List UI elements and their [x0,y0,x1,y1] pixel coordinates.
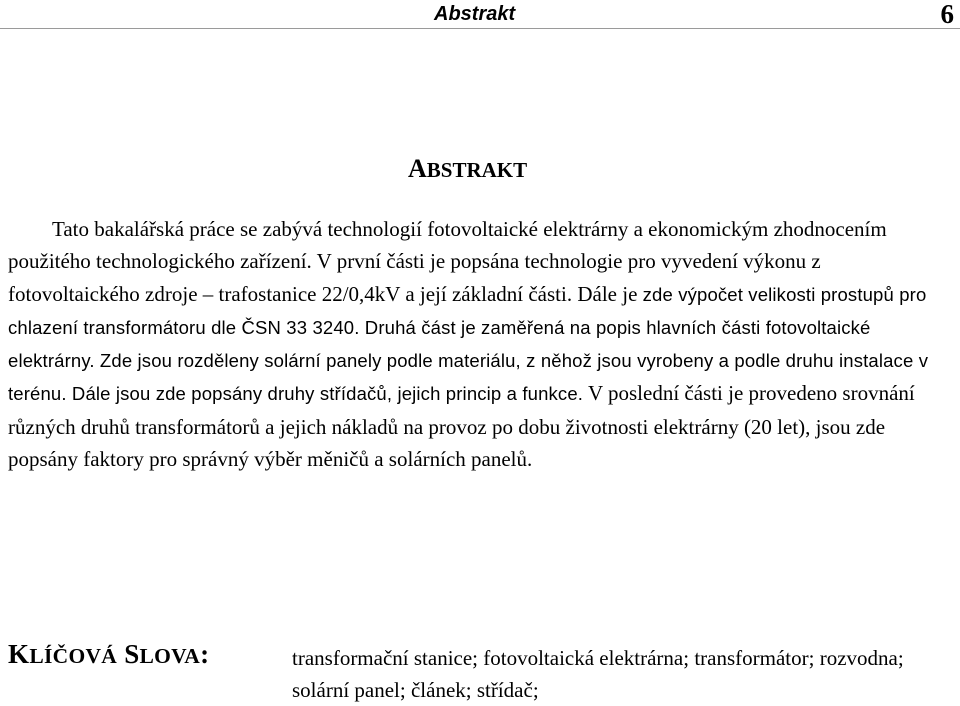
keywords-text: transformační stanice; fotovoltaická elektrárna; transformátor; rozvodna; solární panel; článek; střídač; [292,646,904,702]
abstract-heading-rest: BSTRAKT [426,158,528,182]
abstract-heading-initial: A [408,154,427,183]
keywords-label-k: K [8,639,30,669]
keywords-label-lova: LOVA [139,644,201,668]
keywords-label-s: S [124,639,140,669]
abstract-heading [408,152,527,187]
abstract-paragraph [8,213,956,475]
keywords-label-licova: LÍČOVÁ [29,644,118,668]
abstract-text-part-2: zde výpočet velikosti prostupů pro chlazení transformátoru dle ČSN 33 3240. Druhá část je zaměřená na popis hlavních části fotovoltaické elektrárny. Zde jsou rozděleny solární panely podle materiálu, z něhož jsou vyrobeny a podle druhu instalace v terénu. Dále jsou zde popsány druhy střídačů, jejich princip a funkce. [8,283,929,405]
abstract-text-part-1: Tato bakalářská práce se zabývá technologií fotovoltaické elektrárny a ekonomickým zhodnocením použitého technologického zařízení. V první části je popsána technologie pro vyvedení výkonu z fotovoltaického zdroje – trafostanice 22/0,4kV a její základní části. Dále je [8,217,887,306]
running-header [0,0,960,29]
running-title: Abstrakt [434,3,516,25]
keywords-label-colon: : [200,639,210,669]
abstract-text-part-3: V poslední části je provedeno srovnání různých druhů transformátorů a jejich nákladů na provoz po dobu životnosti elektrárny (20 let), jsou zde popsány faktory pro správný výběr měničů a solárních panelů. [8,381,915,472]
page-number: 6 [940,0,954,29]
keywords-label [8,637,209,673]
